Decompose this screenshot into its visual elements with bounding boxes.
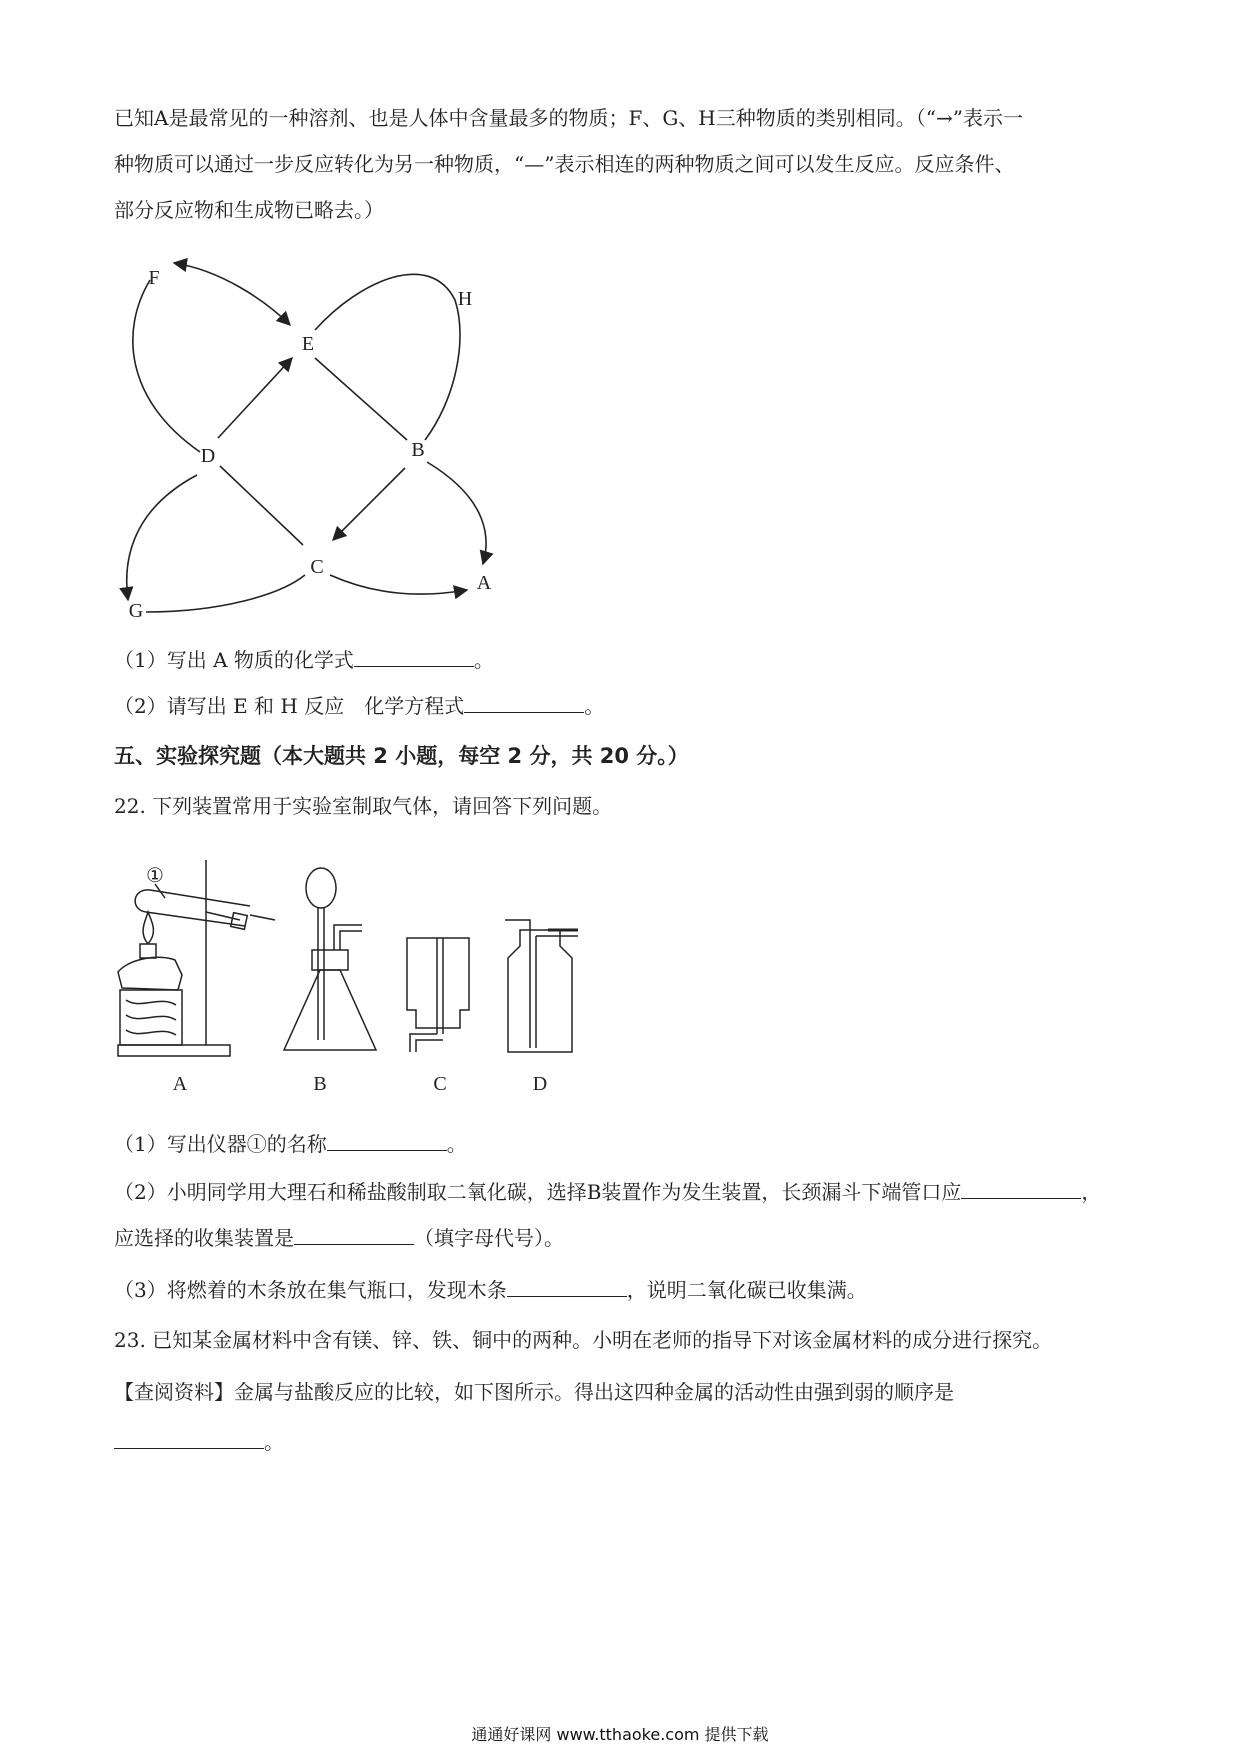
apparatus-label-d: D <box>532 1073 548 1095</box>
link-D-C <box>220 466 303 545</box>
apparatus-label-c: C <box>433 1073 447 1095</box>
arrow-D-G <box>127 475 197 600</box>
q21-part1: （1）写出 A 物质的化学式 。 <box>114 648 494 672</box>
answer-blank-activity-order[interactable] <box>114 1428 264 1449</box>
q22-part2: （2）小明同学用大理石和稀盐酸制取二氧化碳，选择B装置作为发生装置，长颈漏斗下端管口应 ， <box>114 1180 1102 1204</box>
section-heading: 五、实验探究题（本大题共 2 小题，每空 2 分，共 20 分。） <box>114 744 689 768</box>
stand-base <box>118 1045 230 1056</box>
answer-blank-a-formula[interactable] <box>354 646 474 667</box>
q21-part2: （2）请写出 E 和 H 反应 化学方程式 。 <box>114 694 605 718</box>
intro-line-2: 种物质可以通过一步反应转化为另一种物质，“—”表示相连的两种物质之间可以发生反应。反应条件、 <box>114 152 1015 176</box>
link-E-H <box>315 274 460 440</box>
q22-part1: （1）写出仪器①的名称 。 <box>114 1132 467 1156</box>
q22-stem: 22. 下列装置常用于实验室制取气体，请回答下列问题。 <box>114 794 613 818</box>
node-H: H <box>457 288 473 310</box>
thistle-funnel-icon <box>306 868 336 908</box>
intro-line-1: 已知A是最常见的一种溶剂、也是人体中含量最多的物质；F、G、H三种物质的类别相同。（“→”表示一 <box>114 106 1023 130</box>
link-G-C <box>146 575 305 612</box>
test-tube-icon <box>146 890 250 926</box>
apparatus-figure <box>110 858 600 1098</box>
arrow-B-A <box>427 462 486 564</box>
intro-line-3: 部分反应物和生成物已略去。） <box>114 198 384 222</box>
arrow-B-C <box>333 468 405 540</box>
node-E: E <box>301 333 315 355</box>
q22-part3: （3）将燃着的木条放在集气瓶口，发现木条 ，说明二氧化碳已收集满。 <box>114 1278 867 1302</box>
node-G: G <box>128 600 144 622</box>
answer-blank-funnel-position[interactable] <box>961 1178 1081 1199</box>
arrow-D-E <box>218 358 292 438</box>
q23-reference: 【查阅资料】金属与盐酸反应的比较，如下图所示。得出这四种金属的活动性由强到弱的顺序是 <box>114 1380 954 1404</box>
gas-jar-upright-icon <box>508 930 572 1052</box>
arrow-C-A <box>330 575 467 594</box>
circle-one-label: ① <box>146 865 164 887</box>
q22-part2b: 应选择的收集装置是 （填字母代号）。 <box>114 1226 564 1250</box>
node-F: F <box>148 267 160 289</box>
flask-icon <box>284 970 376 1050</box>
arrow-F-E <box>174 263 290 325</box>
relationship-diagram <box>100 250 520 630</box>
node-D: D <box>200 445 216 467</box>
q23-stem: 23. 已知某金属材料中含有镁、锌、铁、铜中的两种。小明在老师的指导下对该金属材料的成分进行探究。 <box>114 1328 1053 1352</box>
answer-blank-instrument-name[interactable] <box>327 1130 447 1151</box>
apparatus-label-a: A <box>172 1073 188 1095</box>
apparatus-label-b: B <box>313 1073 327 1095</box>
q23-answer-line: 。 <box>114 1428 284 1456</box>
node-B: B <box>411 439 425 461</box>
link-E-B <box>315 358 407 440</box>
node-A: A <box>476 572 492 594</box>
link-F-D <box>133 280 200 452</box>
answer-blank-equation[interactable] <box>464 692 584 713</box>
alcohol-lamp-icon <box>118 957 182 990</box>
answer-blank-stick-observation[interactable] <box>507 1276 627 1297</box>
node-C: C <box>310 556 324 578</box>
page-footer: 通通好课网 www.tthaoke.com 提供下载 <box>471 1725 769 1744</box>
answer-blank-collection-device[interactable] <box>294 1224 414 1245</box>
gas-jar-inverted-icon <box>407 938 469 1028</box>
